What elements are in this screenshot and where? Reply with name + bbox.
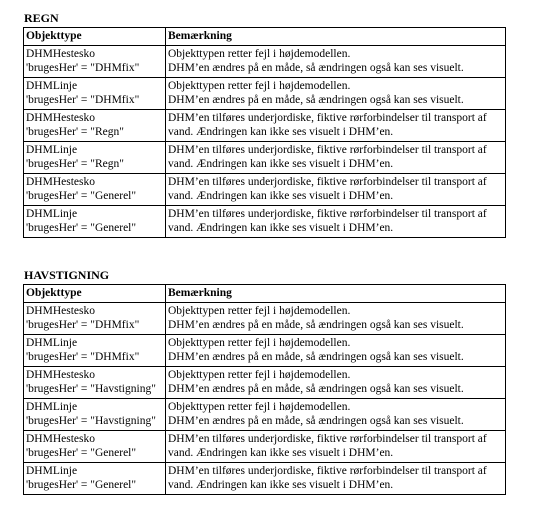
bemaerkning-line-2: vand. Ændringen kan ikke ses visuelt i DHM’en. xyxy=(168,447,394,459)
bemaerkning-line-2: vand. Ændringen kan ikke ses visuelt i DHM’en. xyxy=(168,158,394,170)
objekttype-cell xyxy=(24,206,166,238)
bemaerkning-line-2: vand. Ændringen kan ikke ses visuelt i DHM’en. xyxy=(168,222,394,234)
bemaerkning-cell xyxy=(166,431,506,463)
table-row xyxy=(24,78,506,110)
objekttype-condition: 'brugesHer' = "Regn" xyxy=(26,158,124,170)
objekttype-condition: 'brugesHer' = "Havstigning" xyxy=(26,383,156,395)
objekttype-cell xyxy=(24,142,166,174)
bemaerkning-line-1: Objekttypen retter fejl i højdemodellen. xyxy=(168,337,351,349)
table-row xyxy=(24,46,506,78)
bemaerkning-line-2: vand. Ændringen kan ikke ses visuelt i DHM’en. xyxy=(168,479,394,491)
object-table xyxy=(23,284,506,495)
bemaerkning-line-1: Objekttypen retter fejl i højdemodellen. xyxy=(168,48,351,60)
bemaerkning-line-2: DHM’en ændres på en måde, så ændringen også kan ses visuelt. xyxy=(168,415,464,427)
section-title: HAVSTIGNING xyxy=(24,268,110,282)
objekttype-condition: 'brugesHer' = "Generel" xyxy=(26,190,137,202)
table-row xyxy=(24,463,506,495)
bemaerkning-cell xyxy=(166,206,506,238)
objekttype-cell xyxy=(24,399,166,431)
bemaerkning-line-1: Objekttypen retter fejl i højdemodellen. xyxy=(168,305,351,317)
bemaerkning-line-2: DHM’en ændres på en måde, så ændringen også kan ses visuelt. xyxy=(168,351,464,363)
table-row xyxy=(24,174,506,206)
table-row xyxy=(24,367,506,399)
objekttype-condition: 'brugesHer' = "Generel" xyxy=(26,447,137,459)
bemaerkning-line-2: DHM’en ændres på en måde, så ændringen også kan ses visuelt. xyxy=(168,383,464,395)
table-header-row xyxy=(24,285,506,303)
objekttype-cell xyxy=(24,174,166,206)
objekttype-condition: 'brugesHer' = "Regn" xyxy=(26,126,124,138)
objekttype-name: DHMLinje xyxy=(26,401,78,413)
bemaerkning-line-1: Objekttypen retter fejl i højdemodellen. xyxy=(168,401,351,413)
bemaerkning-line-1: DHM’en tilføres underjordiske, fiktive rørforbindelser til transport af xyxy=(168,112,487,124)
table-row xyxy=(24,206,506,238)
column-header-bemaerkning: Bemærkning xyxy=(166,28,506,46)
bemaerkning-line-1: DHM’en tilføres underjordiske, fiktive rørforbindelser til transport af xyxy=(168,465,487,477)
objekttype-condition: 'brugesHer' = "Havstigning" xyxy=(26,415,156,427)
objekttype-name: DHMHestesko xyxy=(26,112,95,124)
bemaerkning-cell xyxy=(166,303,506,335)
bemaerkning-line-2: DHM’en ændres på en måde, så ændringen også kan ses visuelt. xyxy=(168,62,464,74)
objekttype-cell xyxy=(24,78,166,110)
bemaerkning-cell xyxy=(166,78,506,110)
objekttype-condition: 'brugesHer' = "DHMfix" xyxy=(26,94,140,106)
objekttype-cell xyxy=(24,110,166,142)
bemaerkning-line-2: vand. Ændringen kan ikke ses visuelt i DHM’en. xyxy=(168,126,394,138)
table-row xyxy=(24,335,506,367)
objekttype-cell xyxy=(24,335,166,367)
column-header-objekttype: Objekttype xyxy=(24,285,166,303)
object-table xyxy=(23,27,506,238)
bemaerkning-line-1: Objekttypen retter fejl i højdemodellen. xyxy=(168,80,351,92)
objekttype-cell xyxy=(24,303,166,335)
bemaerkning-line-2: DHM’en ændres på en måde, så ændringen også kan ses visuelt. xyxy=(168,94,464,106)
objekttype-name: DHMHestesko xyxy=(26,48,95,60)
objekttype-condition: 'brugesHer' = "Generel" xyxy=(26,479,137,491)
bemaerkning-line-1: Objekttypen retter fejl i højdemodellen. xyxy=(168,369,351,381)
bemaerkning-cell xyxy=(166,463,506,495)
section-regn xyxy=(23,9,506,238)
bemaerkning-cell xyxy=(166,110,506,142)
objekttype-condition: 'brugesHer' = "DHMfix" xyxy=(26,62,140,74)
objekttype-name: DHMLinje xyxy=(26,208,78,220)
bemaerkning-cell xyxy=(166,335,506,367)
objekttype-name: DHMHestesko xyxy=(26,176,95,188)
table-row xyxy=(24,142,506,174)
table-row xyxy=(24,399,506,431)
objekttype-cell xyxy=(24,431,166,463)
column-header-objekttype: Objekttype xyxy=(24,28,166,46)
objekttype-name: DHMHestesko xyxy=(26,433,95,445)
bemaerkning-cell xyxy=(166,399,506,431)
objekttype-name: DHMLinje xyxy=(26,144,78,156)
objekttype-condition: 'brugesHer' = "DHMfix" xyxy=(26,351,140,363)
bemaerkning-line-2: vand. Ændringen kan ikke ses visuelt i DHM’en. xyxy=(168,190,394,202)
objekttype-cell xyxy=(24,46,166,78)
bemaerkning-line-1: DHM’en tilføres underjordiske, fiktive rørforbindelser til transport af xyxy=(168,433,487,445)
bemaerkning-cell xyxy=(166,142,506,174)
objekttype-name: DHMLinje xyxy=(26,80,78,92)
bemaerkning-line-1: DHM’en tilføres underjordiske, fiktive rørforbindelser til transport af xyxy=(168,176,487,188)
bemaerkning-cell xyxy=(166,367,506,399)
bemaerkning-line-2: DHM’en ændres på en måde, så ændringen også kan ses visuelt. xyxy=(168,319,464,331)
objekttype-cell xyxy=(24,367,166,399)
table-header-row xyxy=(24,28,506,46)
objekttype-name: DHMLinje xyxy=(26,337,78,349)
section-havstigning xyxy=(23,266,506,495)
table-row xyxy=(24,431,506,463)
objekttype-name: DHMHestesko xyxy=(26,305,95,317)
objekttype-name: DHMLinje xyxy=(26,465,78,477)
table-row xyxy=(24,303,506,335)
column-header-bemaerkning: Bemærkning xyxy=(166,285,506,303)
objekttype-cell xyxy=(24,463,166,495)
section-title: REGN xyxy=(24,11,59,25)
bemaerkning-line-1: DHM’en tilføres underjordiske, fiktive rørforbindelser til transport af xyxy=(168,144,487,156)
table-row xyxy=(24,110,506,142)
bemaerkning-cell xyxy=(166,174,506,206)
bemaerkning-line-1: DHM’en tilføres underjordiske, fiktive rørforbindelser til transport af xyxy=(168,208,487,220)
objekttype-condition: 'brugesHer' = "Generel" xyxy=(26,222,137,234)
objekttype-name: DHMHestesko xyxy=(26,369,95,381)
objekttype-condition: 'brugesHer' = "DHMfix" xyxy=(26,319,140,331)
bemaerkning-cell xyxy=(166,46,506,78)
